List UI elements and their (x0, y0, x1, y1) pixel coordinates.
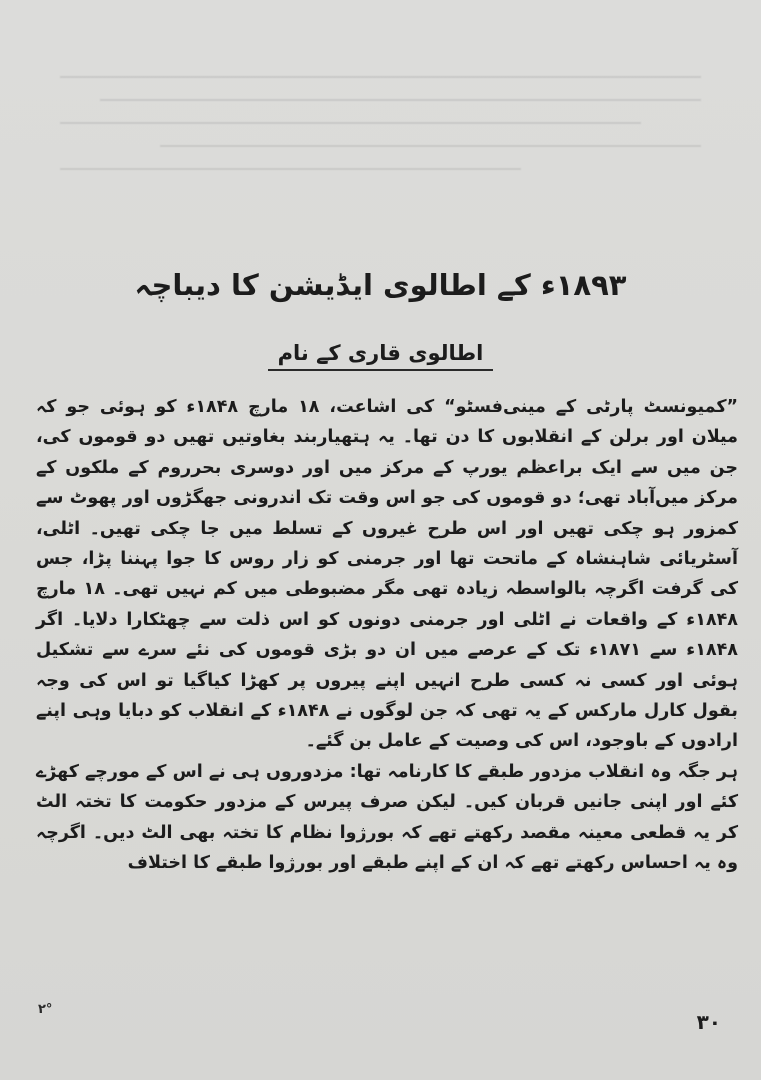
section-subtitle-text: اطالوی قاری کے نام (268, 341, 494, 371)
page-title: ۱۸۹۳ء کے اطالوی ایڈیشن کا دیباچہ (134, 268, 627, 302)
body-text (36, 392, 738, 879)
section-subtitle (0, 338, 761, 371)
show-through-text (40, 55, 721, 255)
signature-mark: ۲° (38, 1002, 53, 1017)
paragraph-1: ”کمیونسٹ پارٹی کے مینی‌فسٹو“ کی اشاعت، ۱۸ مارچ ۱۸۴۸ء کو ہوئی جو کہ میلان اور برلن کے انقلابوں کا دن تھا۔ یہ ہتھیاربند بغاوتیں تھیں دو قوموں کی، جن میں سے ایک براعظم یورپ کے مرکز میں اور دوسری بحرروم کے ملکوں کے مرکز میں‌آباد تھی؛ دو قوموں کی جو اس وقت تک اندرونی جھگڑوں اور پھوٹ سے کمزور ہو چکی تھیں اور اس طرح غیروں کے تسلط میں جا چکی تھیں۔ اٹلی، آسٹریائی شاہنشاہ کے ماتحت تھا اور جرمنی کو زار روس کا جوا پہننا پڑا، جس کی گرفت اگرچہ بالواسطہ زیادہ تھی مگر مضبوطی میں کم نہیں تھی۔ ۱۸ مارچ ۱۸۴۸ء کے واقعات نے اٹلی اور جرمنی دونوں کو اس ذلت سے چھٹکارا دلایا۔ اگر ۱۸۴۸ء سے ۱۸۷۱ء تک کے عرصے میں ان دو بڑی قوموں کی نئے سرے سے تشکیل ہوئی اور کسی نہ کسی طرح انہیں اپنے پیروں پر کھڑا کیاگیا تو اس کی وجہ بقول کارل مارکس کے یہ تھی کہ جن لوگوں نے ۱۸۴۸ء کے انقلاب کو دبایا وہی اپنے ارادوں کے باوجود، اس کی وصیت کے عامل بن گئے۔ (36, 397, 739, 752)
paragraph-2: ہر جگہ وہ انقلاب مزدور طبقے کا کارنامہ تھا: مزدوروں ہی نے اس کے مورچے کھڑے کئے اور اپنی جانیں قربان کیں۔ لیکن صرف پیرس کے مزدور حکومت کا تختہ الٹ کر یہ قطعی معینہ مقصد رکھتے تھے کہ بورژوا نظام کا تختہ بھی الٹ دیں۔ اگرچہ وہ یہ احساس رکھتے تھے کہ ان کے اپنے طبقے اور بورژوا طبقے کا اختلاف (36, 761, 738, 874)
page-number: ۳۰ (696, 1010, 721, 1034)
